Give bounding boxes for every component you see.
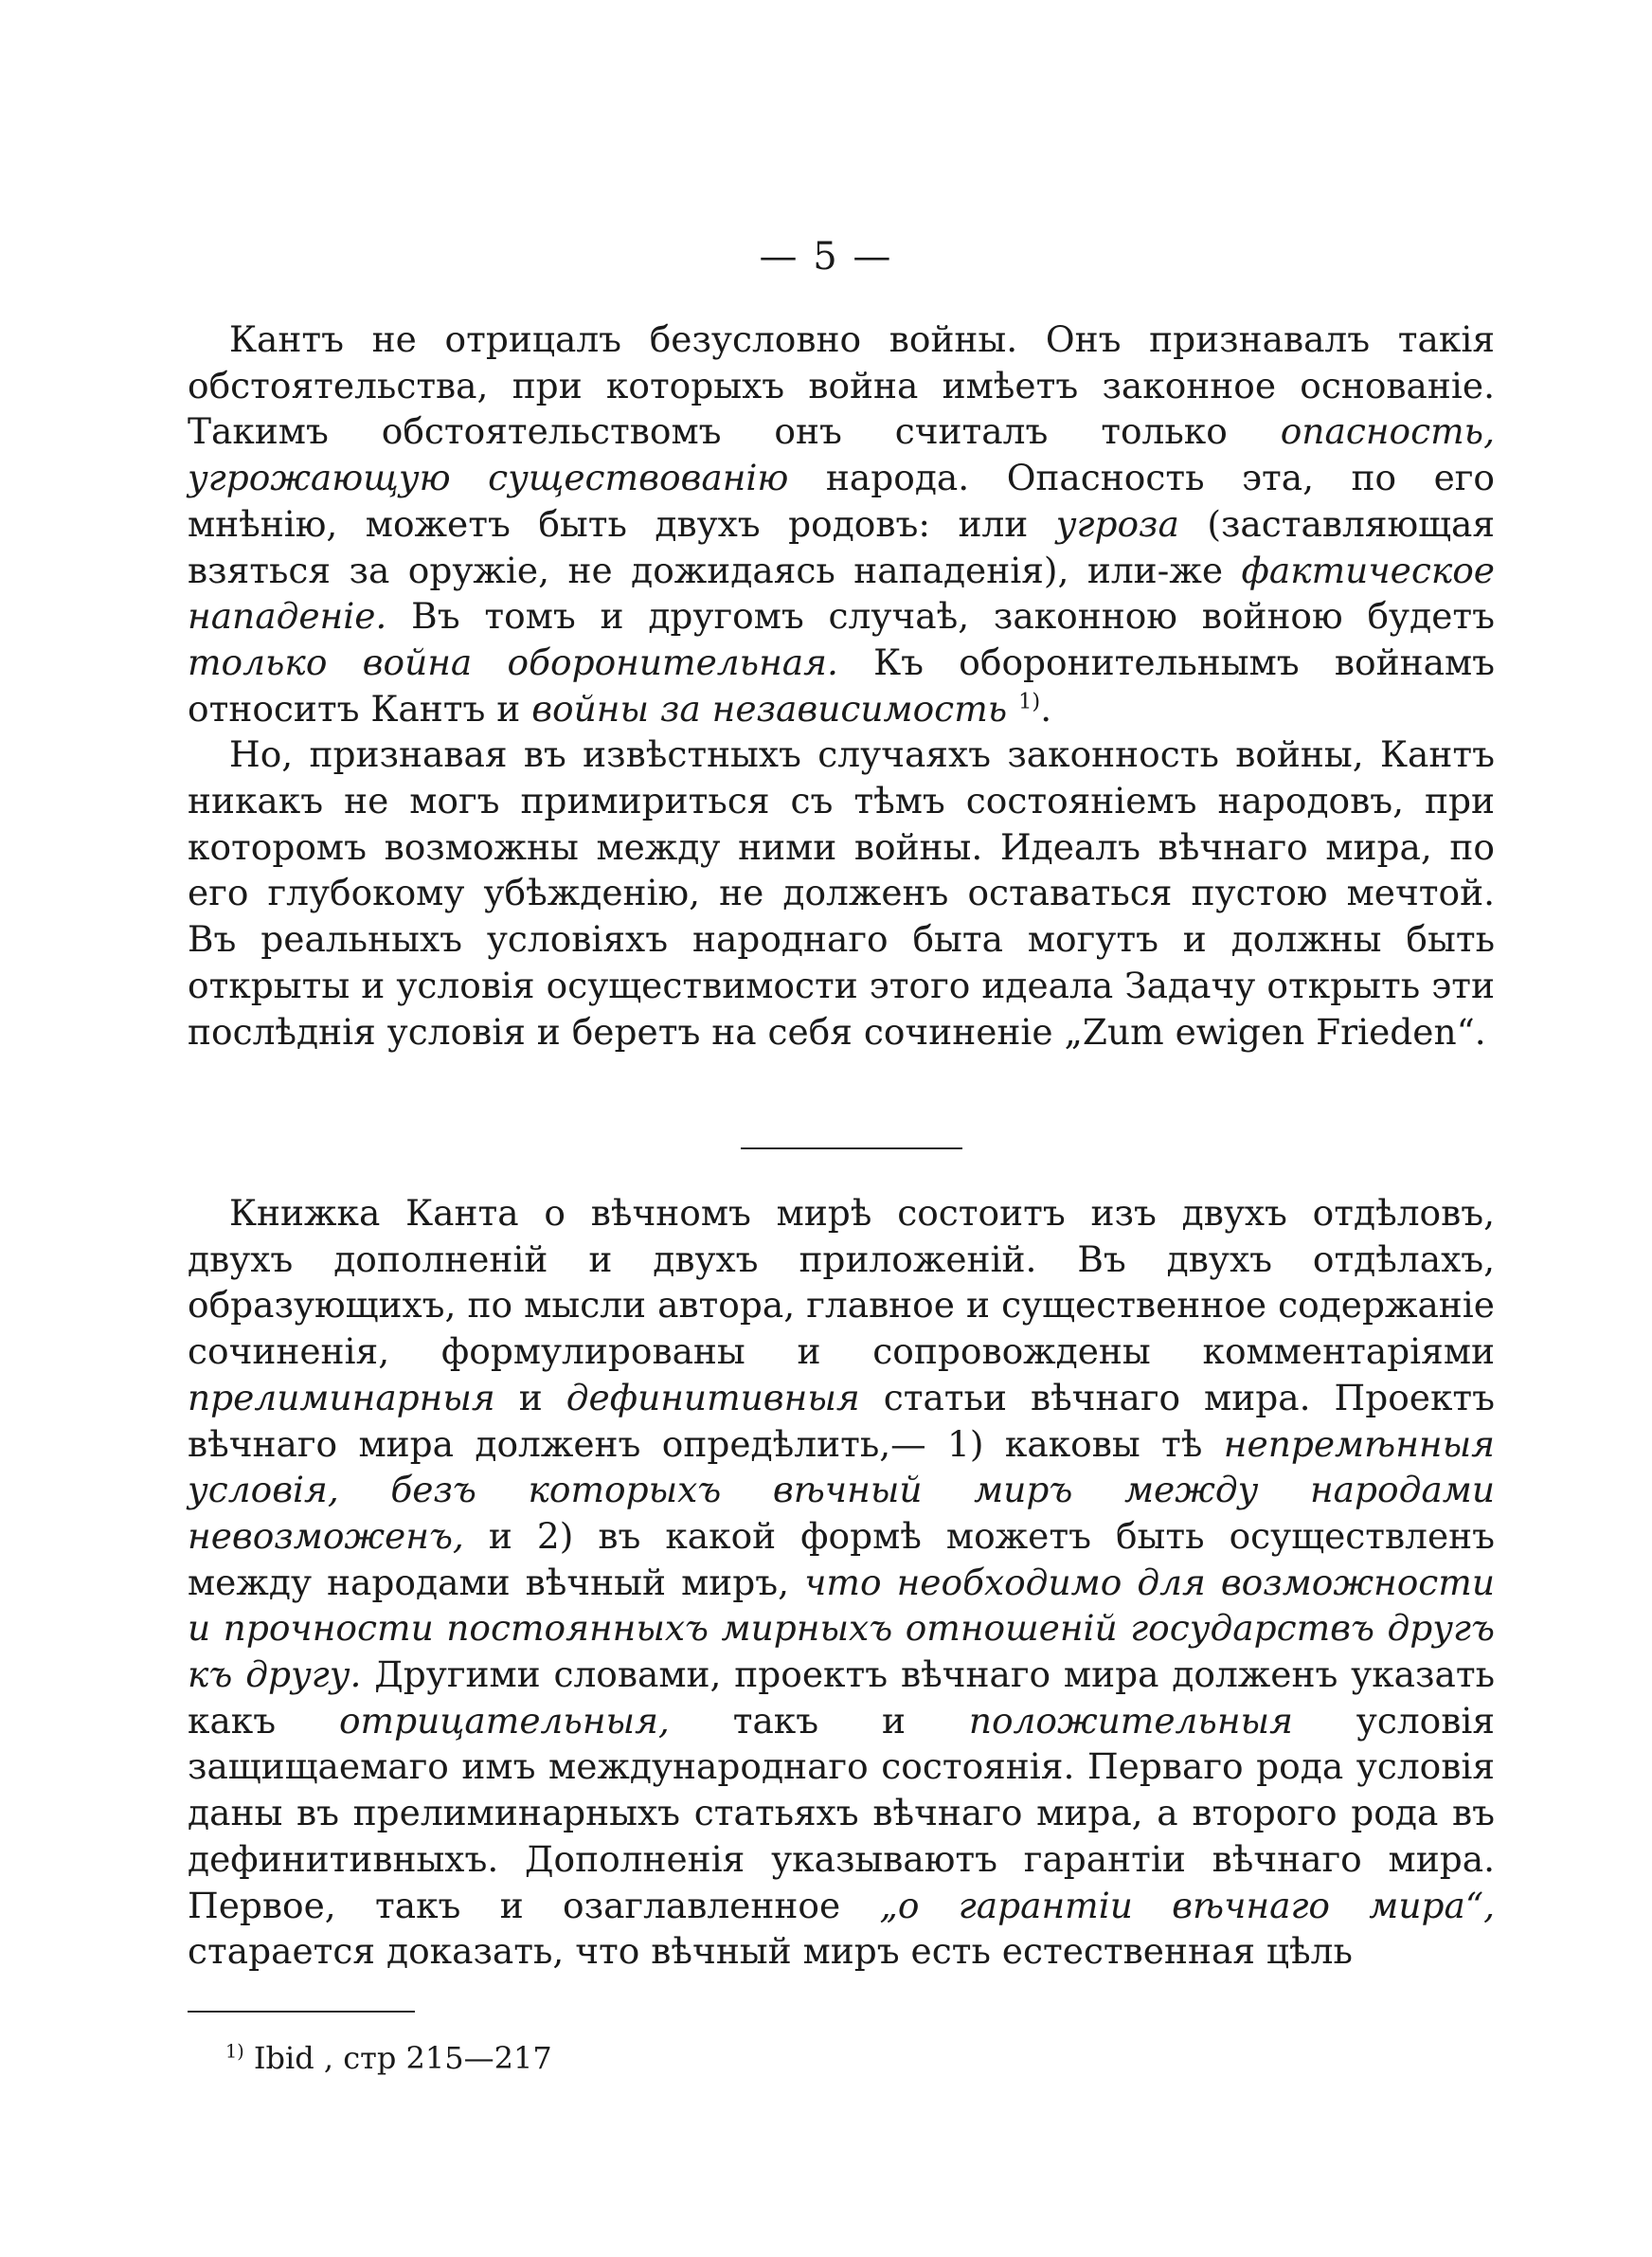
italic-phrase: опасность, угрожающую существованію: [188, 410, 1495, 499]
text-segment: такъ и: [669, 1699, 969, 1742]
italic-phrase: только война оборонительная.: [188, 641, 838, 683]
page-number: — 5 —: [759, 235, 893, 279]
italic-phrase: войны за независимость: [531, 687, 1008, 730]
text-segment: Другими словами, проектъ вѣчнаго мира долженъ указать какъ: [188, 1653, 1495, 1742]
italic-phrase: „о гарантіи вѣчнаго мира“,: [879, 1884, 1495, 1926]
text-segment: Кантъ не отрицалъ безусловно войны. Онъ признавалъ такія обстоятельства, при которыхъ война имѣетъ законное основаніе. Такимъ обстоятельствомъ онъ считалъ только: [188, 318, 1495, 453]
paragraph-book-structure: [188, 1190, 1495, 1975]
italic-phrase: прелиминарныя: [188, 1376, 495, 1418]
text-segment: Книжка Канта о вѣчномъ мирѣ состоитъ изъ двухъ отдѣловъ, двухъ дополненій и двухъ приложеній. Въ двухъ отдѣлахъ, образующихъ, по мысли автора, главное и существенное содержаніе сочиненія, формулированы и сопровождены комментаріями: [188, 1192, 1495, 1373]
footnote-reference: 1): [1018, 689, 1041, 714]
footnote-rule: [188, 2011, 415, 2013]
text-segment: [1007, 688, 1018, 730]
italic-phrase: фактическое нападеніе.: [188, 549, 1495, 638]
italic-phrase: что необходимо для возможности и прочности постоянныхъ мирныхъ отношеній государствъ другъ къ другу.: [188, 1561, 1495, 1696]
text-segment: статьи вѣчнаго мира. Проектъ вѣчнаго мира долженъ опредѣлить,— 1) каковы тѣ: [188, 1376, 1496, 1465]
text-segment: старается доказать, что вѣчный миръ есть естественная цѣль: [188, 1930, 1353, 1973]
paragraph-ideal-of-peace: Но, признавая въ извѣстныхъ случаяхъ законность войны, Кантъ никакъ не могъ примириться съ тѣмъ состояніемъ народовъ, при которомъ возможны между ними войны. Идеалъ вѣчнаго мира, по его глубокому убѣжденію, не долженъ оставаться пустою мечтой. Въ реальныхъ условіяхъ народнаго быта могутъ и должны быть открыты и условія осуществимости этого идеала Задачу открыть эти послѣднія условія и беретъ на себя сочиненіе „Zum ewigen Frieden“.: [188, 733, 1495, 1053]
italic-phrase: угроза: [1055, 502, 1179, 545]
section-divider: [741, 1147, 962, 1149]
footnote-marker: 1): [225, 2040, 244, 2063]
text-segment: Въ томъ и другомъ случаѣ, законною войною будетъ: [386, 595, 1495, 638]
text-segment: условія защищаемаго имъ международнаго состоянія. Перваго рода условія даны въ прелиминарныхъ статьяхъ вѣчнаго мира, а второго рода въ дефинитивныхъ. Дополненія указываютъ гарантіи вѣчнаго мира. Первое, такъ и озаглавленное: [188, 1699, 1496, 1926]
text-segment: и 2) въ какой формѣ можетъ быть осуществленъ между народами вѣчный миръ,: [188, 1514, 1495, 1603]
footnote-text: Ibid , стр 215—217: [243, 2040, 552, 2076]
text-block-bottom: [188, 1190, 1495, 1975]
italic-phrase: положительныя: [968, 1699, 1293, 1742]
text-segment: .: [1040, 687, 1052, 730]
text-block-top: [188, 316, 1495, 1055]
text-segment: народа. Опасность эта, по его мнѣнію, можетъ быть двухъ родовъ: или: [188, 457, 1495, 545]
footnote: [225, 2039, 552, 2077]
text-segment: Къ оборонительнымъ войнамъ относитъ Кантъ и: [188, 641, 1495, 730]
text-segment: (заставляющая взяться за оружіе, не дожидаясь нападенія), или-же: [188, 502, 1495, 591]
paragraph-kant-on-war: [188, 316, 1495, 731]
italic-phrase: непремѣнныя условія, безъ которыхъ вѣчный миръ между народами невозможенъ,: [188, 1422, 1495, 1557]
italic-phrase: дефинитивныя: [566, 1376, 860, 1418]
italic-phrase: отрицательныя,: [338, 1699, 670, 1742]
text-segment: и: [494, 1376, 566, 1418]
